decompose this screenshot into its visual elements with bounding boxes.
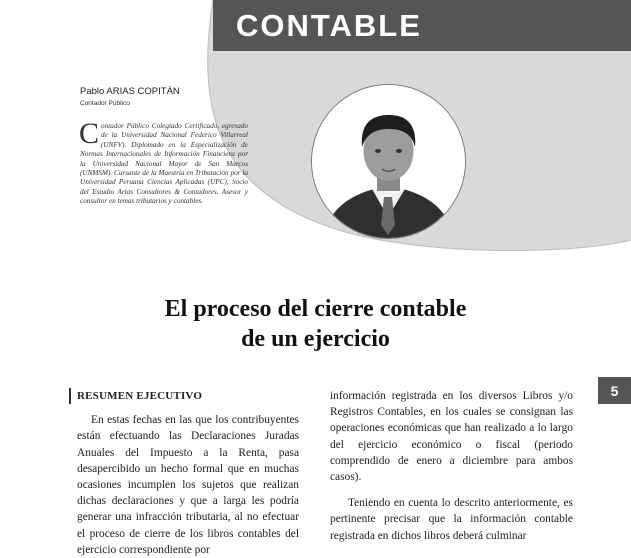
right-column	[330, 388, 573, 544]
bio-text: ontador Público Colegiado Certificado, egresado de la Universidad Nacional Federico Villarreal (UNFV). Diplomado en la Especialización de Normas Internacionales de Información Financiera por la Universidad Nacional Mayor de San Marcos (UNMSM). Cursante de la Maestría en Tributación por la Universidad Peruana Ciencias Aplicadas (UPC), Socio del Estudio Arias Consultores & Contadores. Asesor y consultor en temas tributarios y contables.	[80, 122, 248, 206]
bio-dropcap: C	[79, 117, 100, 150]
right-paragraph-1: información registrada en los diversos Libros y/o Registros Contables, en los cuales se consignan las operaciones económicas que han realizado a lo largo del ejercicio económico o fiscal (periodo comprendido de enero a diciembre para ambos casos).	[330, 390, 573, 484]
right-paragraph-2: Teniendo en cuenta lo descrito anteriormente, es pertinente precisar que la información contable registrada en dichos libros deberá culminar	[330, 497, 573, 542]
author-name: Pablo ARIAS COPITÁN	[80, 86, 180, 97]
page-number-badge	[598, 377, 631, 404]
article-title-line-1: El proceso del cierre contable	[164, 296, 467, 322]
section-banner	[213, 0, 631, 51]
section-heading: RESUMEN EJECUTIVO	[69, 388, 299, 404]
page-number: 5	[610, 382, 619, 399]
left-paragraph: En estas fechas en las que los contribuyentes están efectuando las Declaraciones Juradas Anuales del Impuesto a la Renta, pasa desapercibido un hecho formal que en muchas ocasiones incumplen los sujetos que realizan dichas declaraciones y que a larga les podría generar una infracción tributaria, al no efectuar el proceso de cierre de los libros contables del ejercicio correspondiente por	[77, 414, 299, 556]
author-photo	[312, 85, 465, 238]
article-title	[0, 294, 631, 354]
article-title-line-2: de un ejercicio	[241, 326, 390, 352]
left-column	[77, 388, 299, 558]
author-bio	[79, 117, 248, 207]
author-role: Contador Público	[80, 100, 130, 107]
section-banner-text: CONTABLE	[236, 7, 422, 43]
